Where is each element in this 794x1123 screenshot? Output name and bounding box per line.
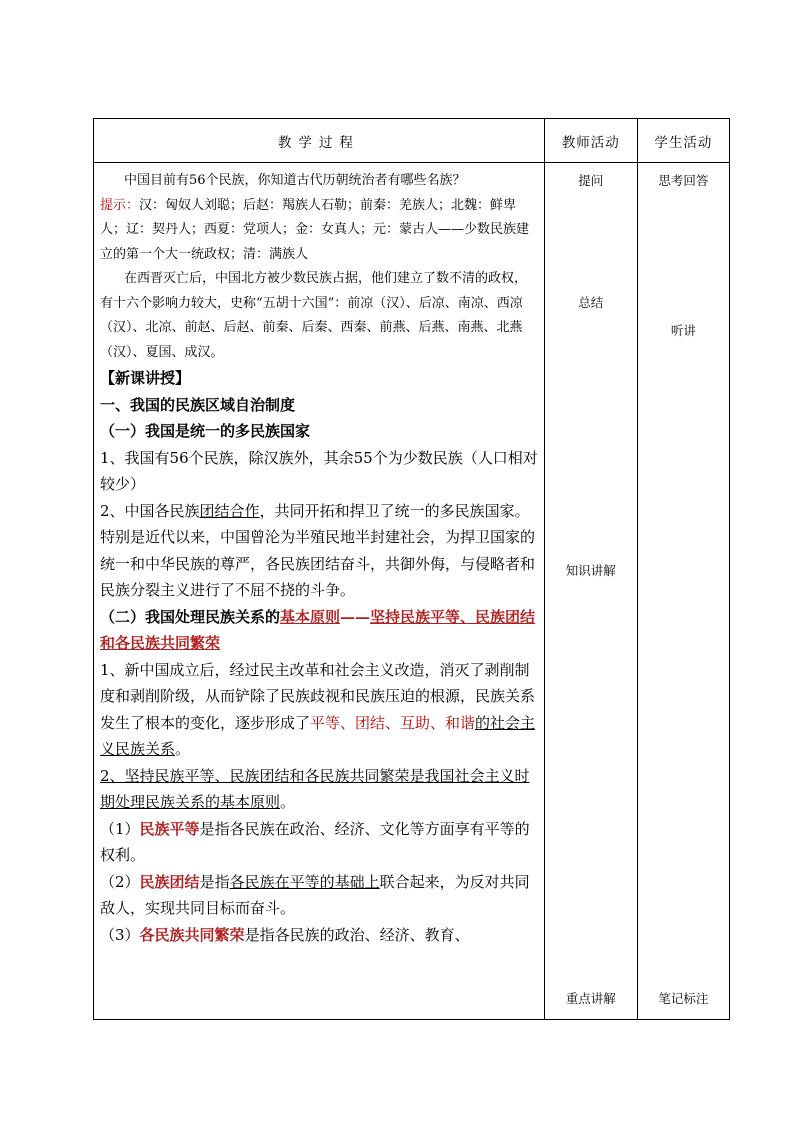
subsection-heading-1: （一）我国是统一的多民族国家 bbox=[100, 422, 311, 440]
p7-text: 是指各民族的政治、经济、教育、 bbox=[244, 925, 470, 944]
new-lesson-heading: 【新课讲授】 bbox=[100, 369, 191, 387]
student-activity-listen: 听讲 bbox=[670, 323, 696, 338]
paragraph-4 bbox=[100, 763, 540, 816]
teacher-activity-summary: 总结 bbox=[578, 295, 604, 310]
h3-red-2: 坚持民族平等、民族团结和各民族共同繁荣 bbox=[100, 607, 536, 652]
p6-text-a: 是指 bbox=[199, 872, 230, 891]
p3-underline: 的社会主义民族关系 bbox=[100, 713, 536, 758]
intro-hint bbox=[100, 194, 540, 268]
paragraph-1: 1、我国有56个民族，除汉族外，其余55个为少数民族（人口相对较少） bbox=[100, 448, 538, 493]
teacher-activity-explain: 知识讲解 bbox=[565, 563, 616, 578]
hint-label: 提示： bbox=[100, 197, 140, 213]
p3-end: 。 bbox=[175, 740, 191, 758]
p2-underline: 团结合作 bbox=[199, 501, 260, 520]
table-header-row bbox=[94, 119, 730, 163]
paragraph-2 bbox=[100, 498, 540, 604]
header-student-activity: 学生活动 bbox=[637, 119, 729, 163]
p2-text-a: 2、中国各民族 bbox=[100, 501, 200, 520]
teacher-activity-cell bbox=[544, 163, 637, 1020]
p2-text-b: ，共同开拓和捍卫了统一的多民族国家。特别是近代以来，中国曾沦为半殖民地半封建社会，为捍卫国家的统一和中华民族的尊严，各民族团结奋斗，共御外侮，与侵略者和民族分裂主义进行了不屈不挠的斗争。 bbox=[100, 501, 536, 599]
p5-term: 民族平等 bbox=[139, 819, 200, 838]
teacher-activity-ask: 提问 bbox=[578, 173, 604, 188]
paragraph-5 bbox=[100, 816, 540, 869]
header-process: 教学过程 bbox=[94, 119, 545, 163]
p3-red: 平等、团结、互助、和谐 bbox=[310, 713, 476, 732]
p4-underline: 2、坚持民族平等、民族团结和各民族共同繁荣是我国社会主义时期处理民族关系的基本原则 bbox=[100, 766, 530, 811]
p6-num: （2） bbox=[100, 872, 140, 891]
paragraph-3 bbox=[100, 657, 540, 763]
lesson-plan-table bbox=[93, 118, 730, 1019]
p5-text: 是指各民族在政治、经济、文化等方面享有平等的权利。 bbox=[100, 819, 530, 864]
hint-text: 汉：匈奴人刘聪；后赵：羯族人石勒；前秦：羌族人；北魏：鲜卑人；辽：契丹人；西夏：党项人；金：女真人；元：蒙古人——少数民族建立的第一个大一统政权；清：满族人 bbox=[100, 197, 530, 262]
process-cell bbox=[94, 163, 545, 1020]
teacher-activity-key-points: 重点讲解 bbox=[565, 991, 616, 1006]
p7-num: （3） bbox=[100, 925, 140, 944]
student-activity-cell bbox=[637, 163, 729, 1020]
h3-red-1: 基本原则 bbox=[280, 607, 341, 626]
intro-question: 中国目前有56个民族，你知道古代历朝统治者有哪些名族？ bbox=[124, 173, 466, 188]
h3-text-a: （二）我国处理民族关系的 bbox=[100, 607, 281, 626]
p7-term: 各民族共同繁荣 bbox=[139, 925, 245, 944]
section-heading-1: 一、我国的民族区域自治制度 bbox=[100, 395, 296, 414]
p4-end: 。 bbox=[280, 793, 296, 811]
subsection-heading-2 bbox=[100, 604, 540, 657]
header-teacher-activity: 教师活动 bbox=[544, 119, 637, 163]
paragraph-6 bbox=[100, 869, 540, 922]
student-activity-answer: 思考回答 bbox=[658, 173, 709, 188]
p5-num: （1） bbox=[100, 819, 140, 838]
p6-text-c: 联合起来，为反对共同敌人，实现共同目标而奋斗。 bbox=[100, 872, 530, 917]
h3-dash: —— bbox=[340, 607, 371, 626]
wuhu-paragraph: 在西晋灭亡后，中国北方被少数民族占据，他们建立了数不清的政权，有十六个影响力较大，史称“五胡十六国”：前凉（汉）、后凉、南凉、西凉（汉）、北凉、前赵、后赵、前秦、后秦、西秦、前燕、后燕、南燕、北燕（汉）、夏国、成汉。 bbox=[100, 271, 528, 360]
p3-text-a: 1、新中国成立后，经过民主改革和社会主义改造，消灭了剥削制度和剥削阶级，从而铲除了民族歧视和民族压迫的根源，民族关系发生了根本的变化，逐步形成了 bbox=[100, 660, 536, 732]
p6-term: 民族团结 bbox=[139, 872, 200, 891]
paragraph-7 bbox=[100, 922, 540, 949]
p6-underline: 各民族在平等的基础上 bbox=[229, 872, 380, 891]
student-activity-notes: 笔记标注 bbox=[658, 991, 709, 1006]
